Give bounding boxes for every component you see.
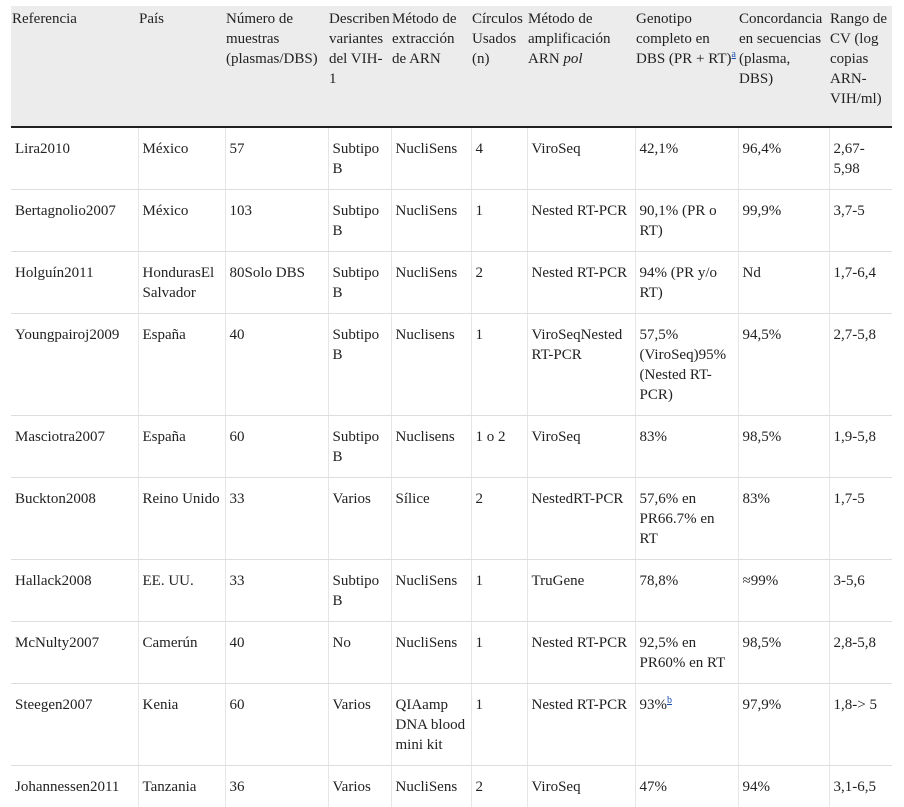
cell-pais	[138, 314, 225, 416]
cell-rango	[829, 127, 892, 190]
cell-circulos-text: 2	[476, 265, 484, 281]
cell-rango	[829, 766, 892, 807]
cell-referencia-text: Johannessen2011	[15, 779, 119, 795]
table-body	[11, 127, 892, 807]
cell-concordancia	[738, 314, 829, 416]
cell-rango-text: 3-5,6	[834, 573, 865, 589]
cell-muestras	[225, 252, 328, 314]
cell-concordancia	[738, 622, 829, 684]
header-concordancia: Concordancia en secuencias (plasma, DBS)	[738, 6, 829, 127]
footnote-link-a[interactable]: a	[732, 49, 736, 60]
cell-muestras-text: 57	[230, 141, 245, 157]
cell-pais-text: España	[143, 327, 186, 343]
cell-genotipo	[635, 622, 738, 684]
cell-variantes-text: Subtipo B	[333, 429, 380, 465]
table-row	[11, 684, 892, 766]
cell-referencia-text: Lira2010	[15, 141, 70, 157]
header-variantes: Describen variantes del VIH-1	[328, 6, 391, 127]
cell-rango-text: 2,7-5,8	[834, 327, 877, 343]
cell-pais	[138, 416, 225, 478]
cell-variantes	[328, 314, 391, 416]
header-amplificacion-text: Método de amplificación ARN	[528, 11, 610, 67]
cell-genotipo-text: 42,1%	[640, 141, 679, 157]
cell-concordancia-text: 99,9%	[743, 203, 782, 219]
cell-muestras	[225, 416, 328, 478]
cell-circulos	[471, 622, 527, 684]
cell-genotipo-text: 93%	[640, 697, 668, 713]
header-genotipo-text: Genotipo completo en DBS (PR + RT)	[636, 11, 732, 67]
cell-concordancia	[738, 766, 829, 807]
cell-amplificacion	[527, 252, 635, 314]
cell-referencia-text: Hallack2008	[15, 573, 92, 589]
cell-variantes	[328, 190, 391, 252]
cell-referencia-text: Masciotra2007	[15, 429, 105, 445]
cell-pais-text: México	[143, 141, 189, 157]
cell-amplificacion	[527, 416, 635, 478]
cell-circulos	[471, 127, 527, 190]
cell-referencia-text: Buckton2008	[15, 491, 96, 507]
cell-amplificacion	[527, 127, 635, 190]
cell-circulos	[471, 416, 527, 478]
cell-extraccion	[391, 478, 471, 560]
cell-referencia-text: Youngpairoj2009	[15, 327, 119, 343]
cell-concordancia-text: 96,4%	[743, 141, 782, 157]
cell-variantes	[328, 766, 391, 807]
cell-extraccion	[391, 252, 471, 314]
cell-circulos	[471, 190, 527, 252]
cell-variantes-text: Subtipo B	[333, 265, 380, 301]
cell-pais-text: Kenia	[143, 697, 179, 713]
cell-extraccion	[391, 416, 471, 478]
cell-muestras-text: 103	[230, 203, 253, 219]
cell-muestras	[225, 314, 328, 416]
cell-genotipo	[635, 416, 738, 478]
cell-referencia	[11, 684, 138, 766]
cell-variantes	[328, 560, 391, 622]
header-extraccion: Método de extracción de ARN	[391, 6, 471, 127]
header-circulos: Círculos Usados (n)	[471, 6, 527, 127]
header-pais: País	[138, 6, 225, 127]
cell-amplificacion-text: Nested RT-PCR	[532, 265, 628, 281]
cell-concordancia-text: 97,9%	[743, 697, 782, 713]
cell-extraccion	[391, 127, 471, 190]
cell-pais	[138, 560, 225, 622]
cell-genotipo-text: 92,5% en PR60% en RT	[640, 635, 726, 671]
cell-circulos-text: 1	[476, 573, 484, 589]
cell-circulos	[471, 252, 527, 314]
table-row	[11, 478, 892, 560]
cell-variantes-text: Varios	[333, 697, 371, 713]
cell-amplificacion-text: ViroSeq	[532, 429, 581, 445]
cell-pais-text: Tanzania	[143, 779, 197, 795]
cell-circulos	[471, 684, 527, 766]
cell-genotipo-text: 47%	[640, 779, 668, 795]
table-header	[11, 6, 892, 127]
cell-extraccion-text: NucliSens	[396, 265, 458, 281]
cell-amplificacion	[527, 560, 635, 622]
cell-variantes-text: Subtipo B	[333, 203, 380, 239]
cell-amplificacion	[527, 314, 635, 416]
cell-circulos-text: 1	[476, 635, 484, 651]
cell-circulos-text: 1	[476, 327, 484, 343]
cell-amplificacion	[527, 684, 635, 766]
cell-variantes-text: Varios	[333, 491, 371, 507]
cell-referencia	[11, 560, 138, 622]
cell-circulos	[471, 560, 527, 622]
cell-circulos-text: 2	[476, 491, 484, 507]
table-row	[11, 252, 892, 314]
cell-referencia-text: Holguín2011	[15, 265, 94, 281]
header-genotipo	[635, 6, 738, 127]
study-comparison-table	[11, 6, 892, 807]
cell-extraccion	[391, 314, 471, 416]
cell-genotipo	[635, 766, 738, 807]
cell-rango-text: 1,9-5,8	[834, 429, 877, 445]
cell-pais	[138, 252, 225, 314]
cell-circulos	[471, 314, 527, 416]
cell-muestras-text: 80Solo DBS	[230, 265, 305, 281]
cell-muestras-text: 60	[230, 697, 245, 713]
cell-amplificacion-text: ViroSeq	[532, 141, 581, 157]
cell-rango-text: 1,8-> 5	[834, 697, 877, 713]
cell-genotipo	[635, 252, 738, 314]
cell-variantes-text: Subtipo B	[333, 327, 380, 363]
cell-concordancia	[738, 684, 829, 766]
cell-pais	[138, 478, 225, 560]
cell-extraccion	[391, 622, 471, 684]
cell-extraccion-text: NucliSens	[396, 779, 458, 795]
cell-concordancia	[738, 127, 829, 190]
cell-concordancia-text: Nd	[743, 265, 761, 281]
cell-extraccion	[391, 684, 471, 766]
table-row	[11, 766, 892, 807]
cell-extraccion-text: Sílice	[396, 491, 430, 507]
cell-genotipo	[635, 127, 738, 190]
cell-pais	[138, 684, 225, 766]
cell-variantes-text: Subtipo B	[333, 573, 380, 609]
table-row	[11, 314, 892, 416]
cell-muestras-text: 36	[230, 779, 245, 795]
cell-rango	[829, 190, 892, 252]
cell-muestras	[225, 560, 328, 622]
cell-pais	[138, 127, 225, 190]
cell-rango-text: 3,1-6,5	[834, 779, 877, 795]
cell-rango	[829, 560, 892, 622]
cell-muestras-text: 40	[230, 327, 245, 343]
cell-pais-text: México	[143, 203, 189, 219]
cell-rango	[829, 478, 892, 560]
cell-variantes	[328, 478, 391, 560]
cell-referencia-text: McNulty2007	[15, 635, 99, 651]
cell-concordancia-text: 83%	[743, 491, 771, 507]
cell-muestras	[225, 684, 328, 766]
table-row	[11, 416, 892, 478]
cell-amplificacion	[527, 478, 635, 560]
cell-muestras-text: 33	[230, 573, 245, 589]
cell-genotipo	[635, 560, 738, 622]
cell-rango	[829, 314, 892, 416]
cell-rango-text: 2,67-5,98	[834, 141, 865, 177]
cell-concordancia	[738, 190, 829, 252]
cell-circulos	[471, 766, 527, 807]
cell-amplificacion	[527, 622, 635, 684]
table-row	[11, 560, 892, 622]
cell-pais-text: Reino Unido	[143, 491, 220, 507]
cell-extraccion-text: NucliSens	[396, 573, 458, 589]
cell-variantes-text: No	[333, 635, 351, 651]
cell-variantes-text: Subtipo B	[333, 141, 380, 177]
cell-referencia	[11, 314, 138, 416]
cell-concordancia	[738, 560, 829, 622]
cell-concordancia-text: 98,5%	[743, 429, 782, 445]
cell-genotipo	[635, 314, 738, 416]
cell-amplificacion	[527, 190, 635, 252]
cell-referencia	[11, 416, 138, 478]
cell-variantes	[328, 416, 391, 478]
cell-pais-text: España	[143, 429, 186, 445]
cell-rango-text: 1,7-6,4	[834, 265, 877, 281]
cell-genotipo-text: 57,5% (ViroSeq)95% (Nested RT-PCR)	[640, 327, 727, 403]
cell-extraccion-text: NucliSens	[396, 635, 458, 651]
cell-muestras-text: 33	[230, 491, 245, 507]
cell-rango	[829, 252, 892, 314]
cell-variantes	[328, 622, 391, 684]
cell-rango-text: 2,8-5,8	[834, 635, 877, 651]
header-referencia: Referencia	[11, 6, 138, 127]
cell-referencia	[11, 478, 138, 560]
cell-extraccion	[391, 560, 471, 622]
cell-amplificacion	[527, 766, 635, 807]
cell-muestras	[225, 478, 328, 560]
cell-variantes	[328, 684, 391, 766]
header-amplificacion-gene: pol	[563, 51, 582, 67]
cell-concordancia-text: 94,5%	[743, 327, 782, 343]
cell-muestras	[225, 127, 328, 190]
cell-variantes-text: Varios	[333, 779, 371, 795]
cell-rango	[829, 684, 892, 766]
header-amplificacion	[527, 6, 635, 127]
cell-variantes	[328, 127, 391, 190]
table-row	[11, 190, 892, 252]
cell-concordancia-text: 94%	[743, 779, 771, 795]
cell-amplificacion-text: Nested RT-PCR	[532, 635, 628, 651]
cell-muestras	[225, 190, 328, 252]
cell-referencia	[11, 252, 138, 314]
cell-referencia	[11, 127, 138, 190]
cell-pais	[138, 622, 225, 684]
cell-extraccion-text: QIAamp DNA blood mini kit	[396, 697, 466, 753]
cell-referencia	[11, 622, 138, 684]
cell-genotipo-text: 57,6% en PR66.7% en RT	[640, 491, 715, 547]
cell-genotipo-text: 94% (PR y/o RT)	[640, 265, 718, 301]
cell-amplificacion-text: Nested RT-PCR	[532, 203, 628, 219]
cell-variantes	[328, 252, 391, 314]
table-row	[11, 622, 892, 684]
cell-amplificacion-text: ViroSeqNested RT-PCR	[532, 327, 623, 363]
cell-muestras-text: 40	[230, 635, 245, 651]
cell-extraccion-text: NucliSens	[396, 141, 458, 157]
cell-muestras	[225, 766, 328, 807]
cell-genotipo	[635, 190, 738, 252]
header-row	[11, 6, 892, 127]
cell-extraccion-text: NucliSens	[396, 203, 458, 219]
cell-referencia	[11, 766, 138, 807]
cell-extraccion	[391, 190, 471, 252]
table-row	[11, 127, 892, 190]
cell-referencia-text: Steegen2007	[15, 697, 92, 713]
cell-genotipo-text: 78,8%	[640, 573, 679, 589]
cell-circulos-text: 4	[476, 141, 484, 157]
cell-amplificacion-text: NestedRT-PCR	[532, 491, 624, 507]
cell-rango-text: 3,7-5	[834, 203, 865, 219]
cell-pais-text: Camerún	[143, 635, 198, 651]
cell-rango-text: 1,7-5	[834, 491, 865, 507]
cell-concordancia	[738, 478, 829, 560]
cell-pais-text: HondurasEl Salvador	[143, 265, 215, 301]
cell-referencia-text: Bertagnolio2007	[15, 203, 116, 219]
cell-extraccion-text: Nuclisens	[396, 429, 455, 445]
cell-extraccion-text: Nuclisens	[396, 327, 455, 343]
cell-muestras-text: 60	[230, 429, 245, 445]
cell-circulos-text: 2	[476, 779, 484, 795]
cell-amplificacion-text: TruGene	[532, 573, 585, 589]
cell-amplificacion-text: ViroSeq	[532, 779, 581, 795]
cell-rango	[829, 622, 892, 684]
cell-concordancia	[738, 416, 829, 478]
cell-circulos-text: 1	[476, 697, 484, 713]
cell-extraccion	[391, 766, 471, 807]
cell-circulos-text: 1	[476, 203, 484, 219]
header-rango: Rango de CV (log copias ARN-VIH/ml)	[829, 6, 892, 127]
cell-rango	[829, 416, 892, 478]
cell-pais	[138, 766, 225, 807]
cell-concordancia-text: 98,5%	[743, 635, 782, 651]
cell-concordancia	[738, 252, 829, 314]
cell-concordancia-text: ≈99%	[743, 573, 779, 589]
cell-circulos	[471, 478, 527, 560]
cell-genotipo-text: 83%	[640, 429, 668, 445]
header-muestras: Número de muestras (plasmas/DBS)	[225, 6, 328, 127]
footnote-link-b[interactable]: b	[667, 695, 672, 706]
cell-genotipo	[635, 684, 738, 766]
cell-referencia	[11, 190, 138, 252]
cell-pais	[138, 190, 225, 252]
cell-circulos-text: 1 o 2	[476, 429, 506, 445]
cell-pais-text: EE. UU.	[143, 573, 194, 589]
cell-genotipo	[635, 478, 738, 560]
cell-muestras	[225, 622, 328, 684]
cell-genotipo-text: 90,1% (PR o RT)	[640, 203, 717, 239]
cell-amplificacion-text: Nested RT-PCR	[532, 697, 628, 713]
